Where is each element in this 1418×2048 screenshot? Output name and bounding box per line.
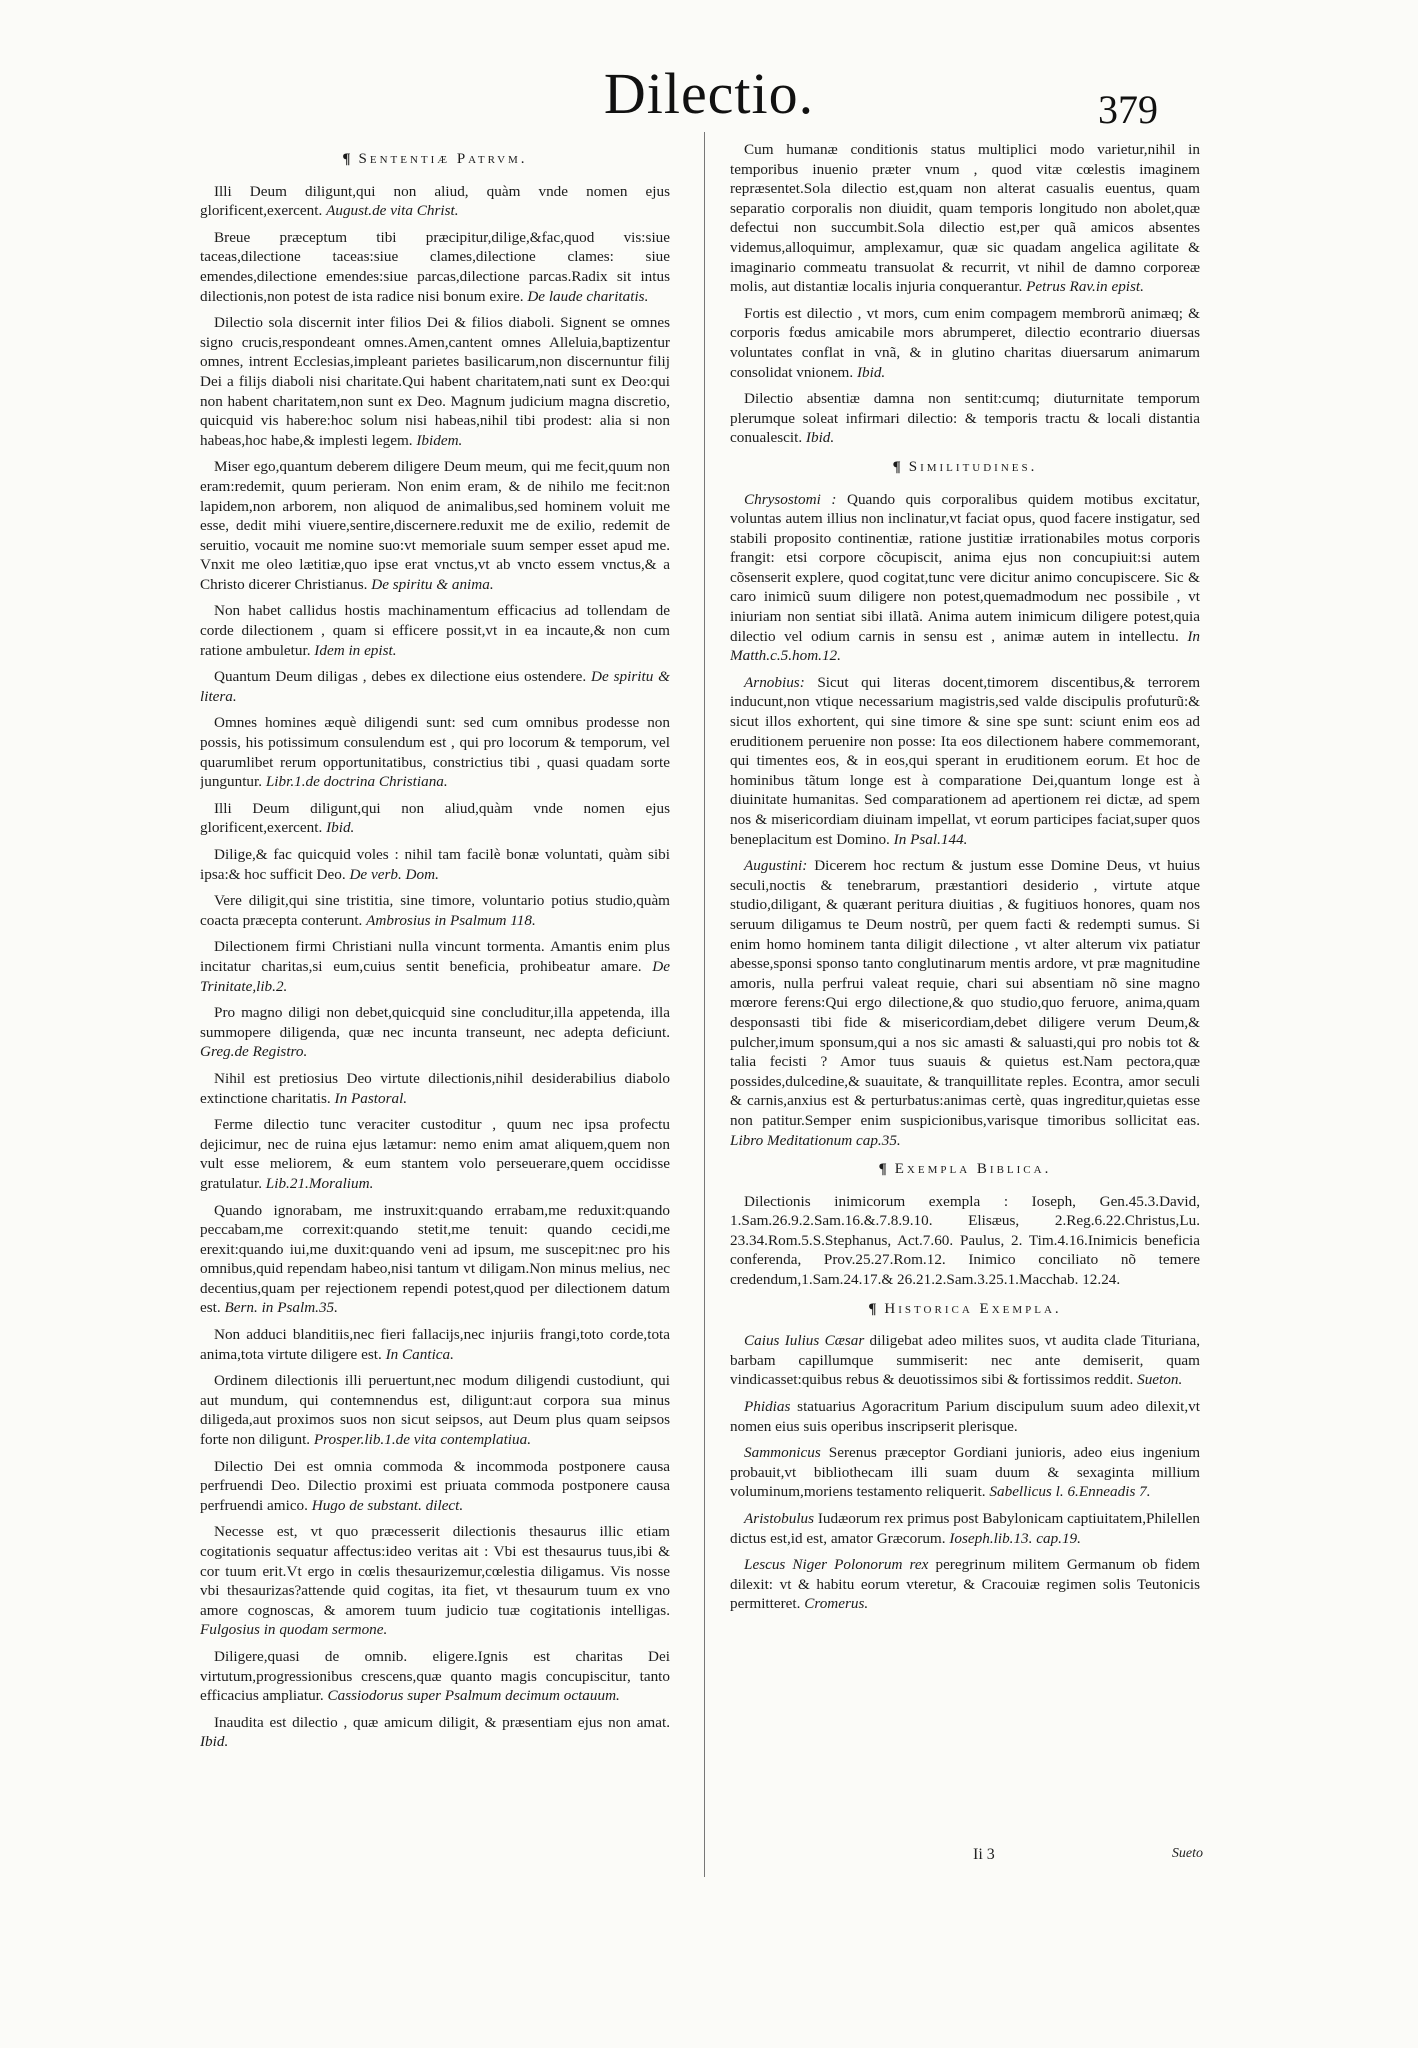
- citation: Hugo de substant. dilect.: [311, 1496, 464, 1514]
- quotation-paragraph: [200, 845, 670, 884]
- quotation-paragraph: [200, 891, 670, 930]
- historical-example-paragraph: [730, 1443, 1200, 1502]
- citation: Petrus Rav.in epist.: [1026, 278, 1144, 296]
- citation: Cassiodorus super Psalmum decimum octauum.: [327, 1687, 620, 1705]
- paragraph-text: Dilectio Dei est omnia commoda & incommoda postponere causa perfruendi Deo. Dilectio proximi est priuata commoda postponere causa perfruendi amico.: [200, 1457, 670, 1514]
- quotation-paragraph: [200, 1325, 670, 1364]
- citation: In Pastoral.: [334, 1089, 408, 1107]
- left-paragraphs: [200, 182, 670, 1752]
- paragraph-text: Dilectio sola discernit inter filios Dei & filios diaboli. Signent se omnes signo crucis,respondeant omnes.Amen,cantent omnes Alleluia,baptizentur omnes, intrent Ecclesias,impleant parietes basilicarum,non discernuntur filij Dei a filijs diaboli nisi charitate.Qui habent charitatem,nati sunt ex Deo:qui non habent charitatem,non sunt ex Deo. Magnum judicium magna discretio, quicquid vis habere:hoc solum nisi habeas,nihil tibi prodest: alia si non habeas,hoc habe,& implesti legem.: [200, 314, 670, 449]
- quotation-paragraph: [200, 1457, 670, 1516]
- historical-example-paragraph: [730, 1397, 1200, 1436]
- citation: Lib.21.Moralium.: [265, 1174, 374, 1192]
- quotation-paragraph: [730, 304, 1200, 382]
- paragraph-text: Inaudita est dilectio , quæ amicum diligit, & præsentiam ejus non amat.: [214, 1713, 670, 1731]
- right-intro-paragraphs: [730, 140, 1200, 448]
- lead-name: Aristobulus: [744, 1510, 815, 1527]
- quotation-paragraph: [200, 713, 670, 791]
- quotation-paragraph: [730, 140, 1200, 297]
- citation: Ioseph.lib.13. cap.19.: [949, 1529, 1081, 1547]
- quotation-paragraph: [200, 1201, 670, 1319]
- section-heading-similitudines: ¶ Similitudines.: [892, 458, 1038, 475]
- citation: Ibid.: [326, 819, 355, 837]
- pilcrow-icon: ¶: [878, 1161, 887, 1178]
- lead-name: Arnobius:: [744, 673, 805, 691]
- paragraph-text: diligebat adeo milites suos, vt audita clade Tituriana, barbam capillumque summiserit: nec ante demiserit, quam vindicasset:quibus rebus & deuotissimos sibi & fortissimos reddit.: [730, 1332, 1200, 1389]
- citation: De verb. Dom.: [349, 865, 439, 883]
- pilcrow-icon: ¶: [892, 458, 901, 475]
- citation: Ibidem.: [416, 431, 463, 449]
- historical-example-paragraph: [730, 1555, 1200, 1614]
- citation: Sueton.: [1137, 1371, 1183, 1389]
- biblica-paragraph: Dilectionis inimicorum exempla : Ioseph, Gen.45.3.David, 1.Sam.26.9.2.Sam.16.&.7.8.9.10. Elisæus, 2.Reg.6.22.Christus,Lu. 23.34.Rom.5.S.Stephanus, Act.7.60. Paulus, 2. Tim.4.16.Inimicis beneficia conferenda, Prov.25.27.Rom.12. Inimico conciliato nõ temere credendum,1.Sam.24.17.& 26.21.2.Sam.3.25.1.Macchab. 12.24.: [730, 1192, 1200, 1289]
- quotation-paragraph: [200, 667, 670, 706]
- paragraph-text: Non habet callidus hostis machinamentum efficacius ad tollendam de corde dilectionem , quam si efficere possit,vt in ea incaute,& non cum ratione ambuletur.: [200, 602, 670, 659]
- similitude-paragraph: [730, 856, 1200, 1150]
- pilcrow-icon: ¶: [868, 1300, 877, 1317]
- paragraph-text: Dicerem hoc rectum & justum esse Domine Deus, vt huius seculi,noctis & tenebrarum, præstantiori desiderio , virtute atque studio,diligant, & quærant peritura diuitias , & fugitiuos honores, quam nos seruum diligamus te Deum nostrũ, per quem facti & redempti sumus. Si enim homo hominem tanta diligit dilectione , vt alter alterum vix patiatur abesse,sponsi sponso tanto conglutinarum mentis ardore, vt præ magnitudine amoris, nulla perfrui valeat requie, chari sui absentiam nõ sine magno mœrore ferens:Qui ergo dilectione,& quo studio,quo feruore, anima,quam desponsasti tibi fide & misericordiam,debet diligere verum Deum,& pulcher,imum sponsum,qui a nos sic amasti & saluasti,qui pro nobis tot & talia fecisti ? Amor tuus suauis & quietus est.Nam pectora,quæ possides,dulcedine,& suauitate, & tranquillitate reples. Econtra, amor seculi & carnis,anxius est & perturbatus:animas certè, quas ingreditur,quietas esse non patitur.Semper enim suspicionibus,varisque timoribus sollicitat eas.: [730, 857, 1200, 1129]
- citation: August.de vita Christ.: [326, 202, 459, 220]
- section-heading-biblica: ¶ Exempla Biblica.: [878, 1161, 1052, 1178]
- paragraph-text: Ordinem dilectionis illi peruertunt,nec modum diligendi custodiunt, qui aut mundum, qui contemnendus est, diligunt:aut corpora sua minus diligeda,aut proximos suos non sicut seipsos, aut Deum plus quam seipsos forte non diligunt.: [200, 1372, 670, 1449]
- paragraph-text: Sicut qui literas docent,timorem discentibus,& terrorem inducunt,non vtique necessarium magistris,sed valde discipulis profuturũ:& sicut illos exhortent, qui sine timore & sine spe sunt: sciunt enim eos ad eruditionem peruenire non posse: Ita eos dilectionem habere commemorant, qui timentes eos, & in eos,qui sperant in eruditionem eorum. Et hoc de hominibus tãtum longe est à comparatione Dei,quantum longe est à diuinitate humanitas. Sed comparationem ad apertionem rei dictæ, ad spem nos & misericordiam diuinam impellat, vt eorum participes faciat,super quos beneplacitum est Domino.: [730, 673, 1200, 848]
- citation: Libro Meditationum cap.35.: [730, 1131, 901, 1149]
- citation: Ambrosius in Psalmum 118.: [366, 911, 536, 929]
- lead-name: Sammonicus: [744, 1444, 821, 1462]
- paragraph-text: peregrinum militem Germanum ob fidem dilexit: vt & habitu eorum vteretur, & Cracouiæ regimen solis Teutonicis permitteret.: [730, 1556, 1200, 1613]
- quotation-paragraph: [200, 457, 670, 594]
- quotation-paragraph: [730, 389, 1200, 448]
- paragraph-text: Illi Deum diligunt,qui non aliud,quàm vnde nomen ejus glorificent,exercent.: [200, 799, 670, 837]
- lead-name: Chrysostomi :: [744, 490, 837, 508]
- citation: De spiritu & litera.: [200, 668, 670, 705]
- paragraph-text: Pro magno diligi non debet,quicquid sine concluditur,illa appetenda, illa summopere diligenda, quæ nec incunta transeunt, nec adepta deficiunt.: [200, 1004, 670, 1041]
- citation: Prosper.lib.1.de vita contemplatiua.: [313, 1431, 532, 1449]
- paragraph-text: Serenus præceptor Gordiani junioris, adeo eius ingenium probauit,vt bibliothecam illi suam duum & sexaginta millium voluminum,moriens testamento reliquerit.: [730, 1444, 1200, 1501]
- paragraph-text: Dilectionem firmi Christiani nulla vincunt tormenta. Amantis enim plus incitatur charitas,si eum,cuius sentit beneficia, prohibeatur amare.: [200, 938, 670, 975]
- paragraph-text: Quantum Deum diligas , debes ex dilectione eius ostendere.: [214, 668, 587, 686]
- paragraph-text: Miser ego,quantum deberem diligere Deum meum, qui me fecit,quum non eram:redemit, quum perieram. Non enim eram, & de nihilo me fecit:non lapidem,non arborem, non aliquod de animalibus,sed hominem voluit me esse, dedit mihi viuere,sentire,discernere.reduxit me de exilio, redemit de seruitio, vocauit me nomine suo:vt memoriale suum semper esset apud me. Vnxit me oleo lætitiæ,quo ipse erat vnctus,vt ab vncto essem vnctus,& a Christo dicerer Christianus.: [200, 458, 670, 593]
- running-title: Dilectio.: [603, 61, 815, 126]
- quotation-paragraph: [200, 937, 670, 996]
- similitude-paragraph: [730, 490, 1200, 666]
- historical-example-paragraph: [730, 1509, 1200, 1548]
- quotation-paragraph: [200, 799, 670, 838]
- paragraph-text: Quando quis corporalibus quidem motibus excitatur, voluntas autem illius non inclinatur,vt faciat opus, quod facere instigatur, sed stabili proposito continentiæ, ratione justitiæ irrationabiles motus corporis frangit: etsi corpore cõcupiscit, anima ejus non concupiuit:si autem cõsenserit explere, quod cogitat,tunc vere dicitur animo concupiscere. Sic & caro inimicũ suum diligere non potest,quemadmodum nec possibile , vt iniuriam non sentiat sibi illatã. Anima autem inimicum diligere potest,quia dilectio vel odium carnis in sensu est , animæ autem in intellectu.: [730, 490, 1200, 645]
- citation: Greg.de Registro.: [200, 1043, 308, 1061]
- quotation-paragraph: [200, 1522, 670, 1640]
- quotation-paragraph: [200, 1069, 670, 1108]
- citation: Fulgosius in quodam sermone.: [200, 1621, 388, 1639]
- paragraph-text: Cum humanæ conditionis status multiplici modo varietur,nihil in temporibus inuenio præter vnum , quod vitæ cœlestis imaginem repræsentet.Sola dilectio est,quam non alterat casualis euentus, quam separatio corporalis non diuidit, quam temporis longitudo non abolet,quæ defectui non succumbit.Sola dilectio est,per quã amicos absentes videmus,alloquimur, amplexamur, quæ sic quadam angelica agilitate & imaginario commeatu transuolat & recurrit, vt nihil de damno corporeæ molis, aut distantiæ localis injuria conquerantur.: [730, 141, 1200, 296]
- paragraph-text: Ferme dilectio tunc veraciter custoditur , quum nec ipsa profectu dejicimur, nec de ruina ejus lætamur: nemo enim amat aliquem,quem non vult esse meliorem, & eum stantem volo perseuerare,quem occidisse gratulatur.: [200, 1116, 670, 1192]
- quotation-paragraph: [200, 1713, 670, 1752]
- citation: De spiritu & anima.: [371, 575, 494, 593]
- lead-name: Caius Iulius Cæsar: [744, 1332, 865, 1350]
- page-number: 379: [1098, 87, 1158, 132]
- paragraph-text: Nihil est pretiosius Deo virtute dilectionis,nihil desiderabilius diabolo extinctione charitatis.: [200, 1069, 670, 1107]
- paragraph-text: Illi Deum diligunt,qui non aliud, quàm vnde nomen ejus glorificent,exercent.: [200, 182, 670, 220]
- quotation-paragraph: [200, 313, 670, 450]
- right-column: [730, 140, 1200, 1928]
- similitude-paragraph: [730, 673, 1200, 849]
- quotation-paragraph: [200, 601, 670, 660]
- paragraph-text: Vere diligit,qui sine tristitia, sine timore, voluntario potius studio,quàm coacta præcepta conterunt.: [200, 892, 670, 929]
- paragraph-text: Iudæorum rex primus post Babylonicam captiuitatem,Philellen dictus est,id est, amator Græcorum.: [730, 1510, 1200, 1547]
- quotation-paragraph: [200, 1115, 670, 1193]
- quotation-paragraph: [200, 1371, 670, 1449]
- paragraph-text: statuarius Agoracritum Parium discipulum suum adeo dilexit,vt nomen eius suis operibus inscripserit plerisque.: [730, 1398, 1200, 1435]
- citation: Cromerus.: [804, 1595, 869, 1613]
- section-heading-sententiae: ¶ Sententiæ Patrvm.: [342, 151, 528, 167]
- paragraph-text: Quando ignorabam, me instruxit:quando errabam,me reduxit:quando peccabam,me correxit:quando stetit,me tenuit: quando cecidi,me erexit:quando iui,me duxit:quando veni ad ipsum, me suscepit:nec pro his omnibus,quid rependam habeo,nisi tantum vt diligam.Non minus melius, nec decentius,quam per rejectionem rependi potest,quod per dilectionem datum est.: [200, 1201, 670, 1317]
- column-divider: [704, 132, 705, 1877]
- citation: Ibid.: [856, 363, 886, 381]
- paragraph-text: Non adduci blanditiis,nec fieri fallacijs,nec injuriis frangi,toto corde,tota anima,tota virtute diligere est.: [200, 1326, 670, 1363]
- paragraph-text: Diligere,quasi de omnib. eligere.Ignis est charitas Dei virtutum,progressionibus crescens,quæ quanto magis concupiscitur, tanto efficacius ampliatur.: [200, 1647, 670, 1705]
- paragraph-text: Fortis est dilectio , vt mors, cum enim compagem membrorũ animæq; & corporis fœdus amicabile mors abrumperet, dilectio econtrario diuersas voluntates conflat in vnã, & in glutino charitas diuersarum animarum consolidat vnionem.: [730, 304, 1200, 381]
- citation: Ibid.: [200, 1733, 229, 1751]
- citation: Libr.1.de doctrina Christiana.: [265, 773, 448, 791]
- citation: De laude charitatis.: [527, 287, 649, 305]
- signature-mark: Ii 3: [973, 1846, 995, 1863]
- quotation-paragraph: [200, 228, 670, 306]
- paragraph-text: Dilige,& fac quicquid voles : nihil tam facilè bonæ voluntati, quàm sibi ipsa:& hoc sufficit Deo.: [200, 846, 670, 883]
- paragraph-text: Necesse est, vt quo præcesserit dilectionis thesaurus illic etiam cogitationis sequatur affectus:ideo veritas ait : Vbi est thesaurus tuus,ibi & cor tuum erit.Vt ergo in cœlis thesaurizemur,cœlestia diligamus. Vis nosse vbi thesaurizas?attende quid cogitas, ita fiet, vt thesaurum tuum ex vno amore cognoscas, & amorem tuum judicio tuæ cogitationis intelligas.: [200, 1523, 670, 1619]
- paragraph-text: Dilectio absentiæ damna non sentit:cumq; diuturnitate temporum plerumque soleat infirmari dilectio: & temporis tractu & locali distantia conualescit.: [730, 390, 1200, 447]
- catchword: Sueto: [1171, 1846, 1203, 1861]
- citation: In Cantica.: [385, 1345, 454, 1363]
- citation: Ibid.: [805, 429, 835, 447]
- lead-name: Phidias: [744, 1398, 791, 1416]
- left-column: [200, 140, 670, 1928]
- historica-paragraphs: [730, 1331, 1200, 1614]
- quotation-paragraph: [200, 1647, 670, 1706]
- quotation-paragraph: [200, 182, 670, 221]
- pilcrow-icon: ¶: [342, 151, 351, 167]
- similitudines-paragraphs: [730, 490, 1200, 1151]
- section-heading-historica: ¶ Historica Exempla.: [868, 1300, 1062, 1317]
- lead-name: Lescus Niger Polonorum rex: [744, 1556, 929, 1574]
- paragraph-text: Breue præceptum tibi præcipitur,dilige,&fac,quod vis:siue taceas,dilectione taceas:siue clames,dilectione clames: siue emendes,dilectione emendes:siue parcas,dilectione parcas.Radix sit intus dilectionis,non potest de ista radice nisi bonum exire.: [200, 228, 670, 305]
- citation: Idem in epist.: [314, 641, 397, 659]
- lead-name: Augustini:: [744, 857, 808, 875]
- quotation-paragraph: [200, 1003, 670, 1062]
- citation: In Psal.144.: [893, 830, 968, 848]
- paragraph-text: Omnes homines æquè diligendi sunt: sed cum omnibus prodesse non possis, his potissimum consulendum est , qui pro locorum & temporum, vel quarumlibet rerum opportunitatibus, constrictius tibi , quasi quadam sorte junguntur.: [200, 714, 670, 791]
- citation: Bern. in Psalm.35.: [224, 1299, 338, 1317]
- citation: Sabellicus l. 6.Enneadis 7.: [989, 1483, 1151, 1501]
- citation: In Matth.c.5.hom.12.: [730, 627, 1200, 665]
- citation: De Trinitate,lib.2.: [200, 957, 670, 995]
- historical-example-paragraph: [730, 1331, 1200, 1390]
